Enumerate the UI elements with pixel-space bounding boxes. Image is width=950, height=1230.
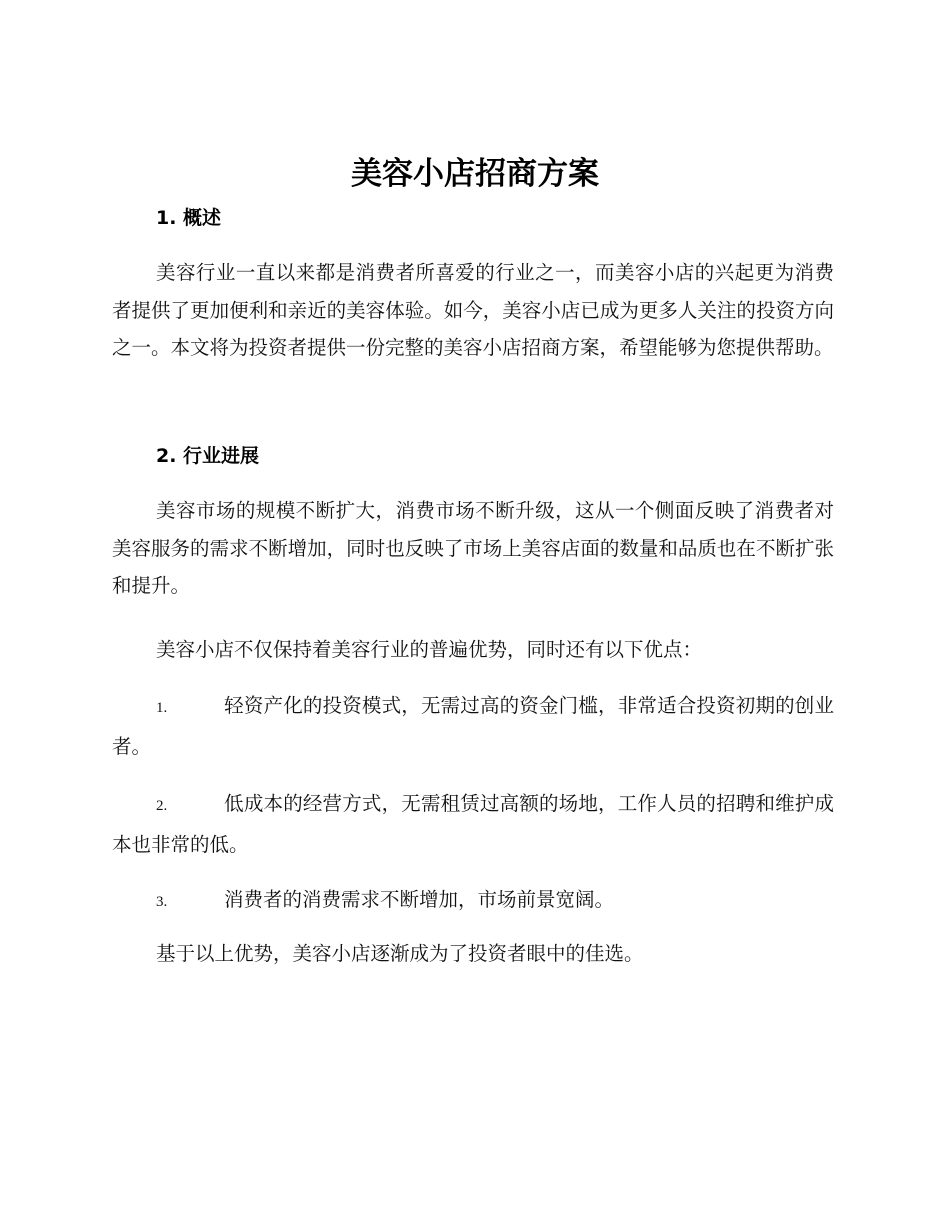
list-item-text: 消费者的消费需求不断增加，市场前景宽阔。 [224,888,615,911]
section-heading-industry: 2. 行业进展 [156,445,260,467]
list-item [112,687,834,765]
closing-paragraph: 基于以上优势，美容小店逐渐成为了投资者眼中的佳选。 [156,942,644,965]
advantages-intro-paragraph: 美容小店不仅保持着美容行业的普遍优势，同时还有以下优点： [156,638,703,661]
section-heading-overview: 1. 概述 [156,207,222,229]
industry-paragraph: 美容市场的规模不断扩大，消费市场不断升级，这从一个侧面反映了消费者对美容服务的需求不断增加，同时也反映了市场上美容店面的数量和品质也在不断扩张和提升。 [112,499,834,597]
document-title: 美容小店招商方案 [351,156,599,192]
list-item-number: 1. [156,700,168,716]
list-item-text: 轻资产化的投资模式，无需过高的资金门槛，非常适合投资初期的创业者。 [112,694,834,758]
overview-paragraph: 美容行业一直以来都是消费者所喜爱的行业之一，而美容小店的兴起更为消费者提供了更加便利和亲近的美容体验。如今，美容小店已成为更多人关注的投资方向之一。本文将为投资者提供一份完整的美容小店招商方案，希望能够为您提供帮助。 [112,261,834,359]
list-item-number: 3. [156,894,168,910]
list-item-number: 2. [156,798,168,814]
list-item-text: 低成本的经营方式，无需租赁过高额的场地，工作人员的招聘和维护成本也非常的低。 [112,792,834,856]
list-item [112,785,834,863]
list-item [112,881,834,922]
